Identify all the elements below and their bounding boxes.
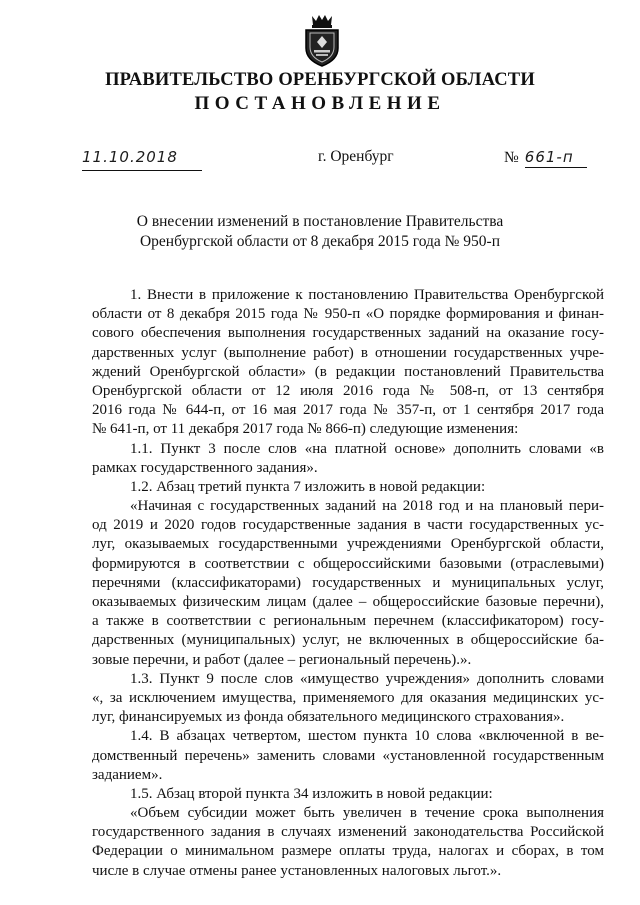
- document-subject: [0, 212, 640, 252]
- body-line: «Начиная с государственных заданий на 2018 год и на плановый пери-: [130, 498, 604, 515]
- body-line: Оренбургской области от 12 июля 2016 года № 508-п, от 13 сентября: [92, 382, 604, 399]
- document-date: [82, 148, 202, 171]
- body-line: «, за исключением имущества, применяемого для оказания медицинских ус-: [92, 689, 604, 706]
- body-line: государственного задания в случаях изменений законодательства Российской: [92, 824, 604, 841]
- body-line: 1.4. В абзацах четвертом, шестом пункта 10 слова «включенной в ве-: [130, 728, 604, 745]
- body-line: числе в случае отмены ранее установленных налоговых льгот.».: [92, 862, 502, 879]
- body-line: формируются в соответствии с общероссийскими базовыми (отраслевыми): [92, 555, 604, 572]
- body-line: 1.5. Абзац второй пункта 34 изложить в новой редакции:: [130, 785, 493, 802]
- body-line: 1.2. Абзац третий пункта 7 изложить в новой редакции:: [130, 478, 486, 495]
- body-line: домственный перечень» заменить словами «установленной государственным: [92, 747, 604, 764]
- number-value: 661-п: [524, 148, 574, 166]
- body-line: Федерации о минимальном размере оплаты труда, налогах и сборах, в том: [92, 843, 604, 860]
- document-number: [504, 148, 596, 170]
- document-body: [92, 286, 604, 881]
- body-line: дарственных услуг (выполнение работ) в отношении государственных учре-: [92, 344, 604, 361]
- body-line: дарственных (муниципальных) услуг, не включенных в общероссийские ба-: [92, 632, 604, 649]
- body-line: № 641-п, от 11 декабря 2017 года № 866-п) следующие изменения:: [92, 421, 519, 438]
- body-line: 1.3. Пункт 9 после слов «имущество учреждения» дополнить словами: [130, 670, 604, 687]
- body-line: а также в соответствии с региональным перечнем (классификатором) госу-: [92, 613, 604, 630]
- coat-of-arms-icon: [300, 12, 344, 68]
- organization-title: ПРАВИТЕЛЬСТВО ОРЕНБУРГСКОЙ ОБЛАСТИ: [105, 70, 535, 90]
- document-type-title: ПОСТАНОВЛЕНИЕ: [194, 93, 446, 114]
- body-line: сового обеспечения выполнения государственных заданий на оказание госу-: [92, 325, 604, 342]
- body-line: ждений Оренбургской области» (в редакции постановлений Правительства: [92, 363, 604, 380]
- subject-line: Оренбургской области от 8 декабря 2015 года № 950-п: [139, 233, 501, 250]
- number-sign: №: [504, 149, 519, 166]
- body-line: перечнями (классификаторами) государственных и муниципальных услуг,: [92, 574, 604, 591]
- body-line: заданием».: [92, 766, 163, 783]
- city-label: г. Оренбург: [318, 148, 394, 165]
- body-line: 2016 года № 644-п, от 16 мая 2017 года № 357-п, от 1 сентября 2017 года: [92, 402, 604, 419]
- body-line: области от 8 декабря 2015 года № 950-п «О порядке формирования и финан-: [92, 306, 604, 323]
- body-line: зовые перечни, и работ (далее – региональный перечень).».: [92, 651, 472, 668]
- body-line: рамках государственного задания».: [92, 459, 318, 476]
- date-value: 11.10.2018: [82, 148, 178, 166]
- body-line: 1. Внести в приложение к постановлению Правительства Оренбургской: [130, 287, 604, 303]
- body-line: 1.1. Пункт 3 после слов «на платной основе» дополнить словами «в: [130, 440, 604, 457]
- body-line: од 2019 и 2020 годов государственные задания в части государственных ус-: [92, 517, 604, 534]
- subject-line: О внесении изменений в постановление Правительства: [136, 213, 504, 230]
- body-line: луг, финансируемых из фонда обязательного медицинского страхования».: [92, 709, 565, 726]
- body-line: «Объем субсидии может быть увеличен в течение срока выполнения: [130, 805, 604, 822]
- body-line: оказываемых физическим лицам (далее – общероссийские базовые перечни),: [92, 594, 604, 610]
- body-line: луг, оказываемых государственными учреждениями Оренбургской области,: [92, 536, 604, 553]
